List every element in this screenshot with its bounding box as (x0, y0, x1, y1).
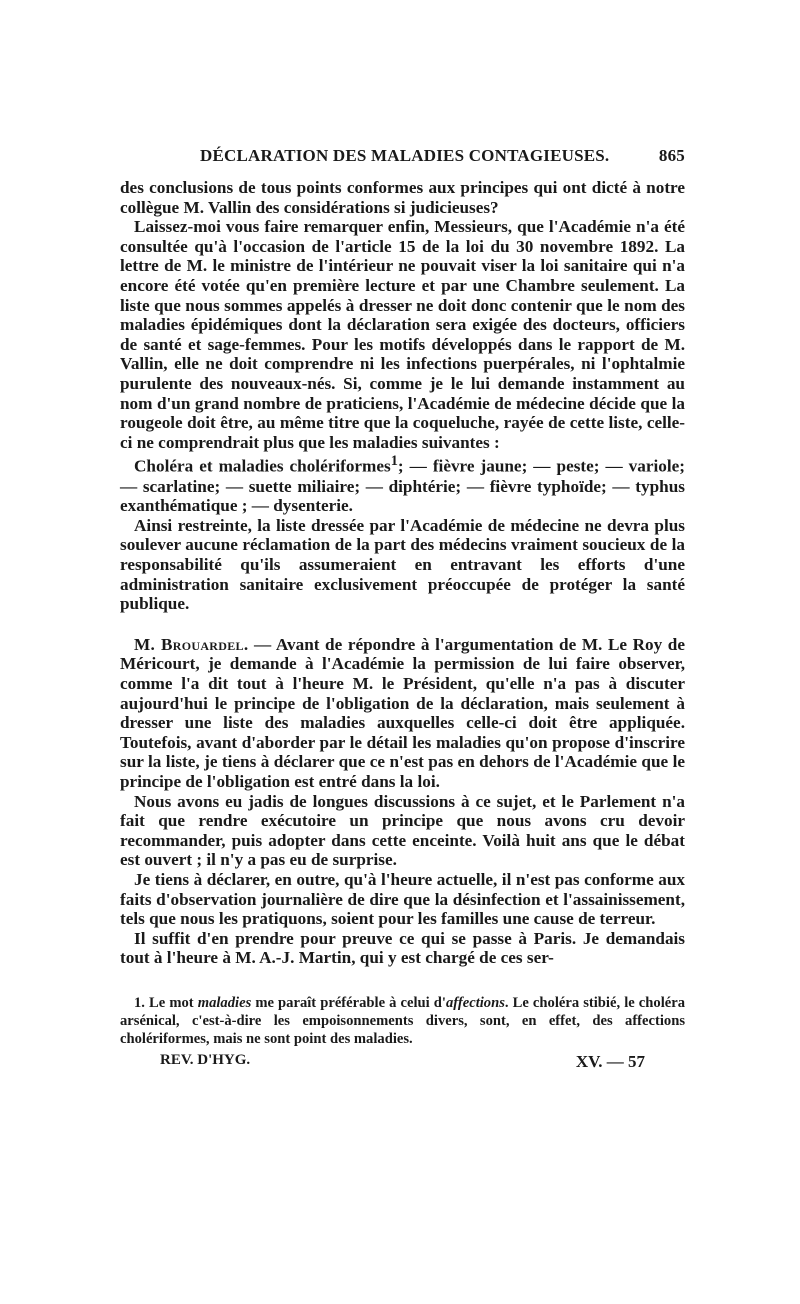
paragraph-4: Ainsi restreinte, la liste dressée par l'Académie de médecine ne devra plus soulever aucune réclamation de la part des médecins vraiment soucieux de la responsabilité qu'ils assumeraient en entravant les efforts d'une administration sanitaire exclusivement préoccupée de protéger la santé publique. (120, 515, 685, 614)
page-number: 865 (658, 146, 685, 165)
footnote-text (120, 994, 685, 1048)
paragraph-7: Je tiens à déclarer, en outre, qu'à l'heure actuelle, il n'est pas conforme aux faits d'observation journalière de dire que la désinfection et l'assainissement, tels que nous les pratiquons, soient pour les familles une cause de terreur. (120, 869, 685, 929)
running-title: DÉCLARATION DES MALADIES CONTAGIEUSES. (200, 146, 610, 165)
fn-e: . Le choléra stibié, le choléra arsénical, c'est-à-dire les empoisonnements divers, sont, en effet, des affections cholériformes, mais ne sont point des maladies. (120, 994, 686, 1047)
fn-c: me paraît préférable à celui d' (251, 994, 446, 1011)
p3-start: Choléra et maladies cholériformes (134, 457, 391, 477)
running-header (120, 146, 685, 166)
page (120, 146, 685, 1072)
fn-a: 1. Le mot (134, 994, 198, 1011)
journal-abbrev: REV. D'HYG. (160, 1051, 251, 1068)
fn-d: affections (445, 994, 505, 1011)
p5-text: — Avant de répondre à l'argumentation de M. Le Roy de Méricourt, je demande à l'Académie la permission de lui faire observer, comme l'a dit tout à l'heure M. le Président, qu'elle n'a pas à discuter aujourd'hui le principe de l'obligation de la déclaration, mais seulement à dresser une liste des maladies auxquelles celle-ci doit être appliquée. Toutefois, avant d'aborder par le détail les maladies qu'on propose d'inscrire sur la liste, je tiens à déclarer que ce n'est pas en dehors de l'Académie que le principe de l'obligation est entré dans la loi. (120, 634, 685, 791)
paragraph-5 (120, 635, 685, 792)
signature-line (120, 1052, 685, 1072)
footnote-ref: 1 (390, 453, 398, 470)
paragraph-3 (120, 452, 685, 516)
paragraph-1: des conclusions de tous points conformes aux principes qui ont dicté à notre collègue M. Vallin des considérations si judicieuses? (120, 178, 685, 217)
fn-b: maladies (197, 994, 252, 1011)
body-text (120, 178, 685, 968)
p3-rest: ; — fièvre jaune; — peste; — variole; — scarlatine; — suette miliaire; — diphtérie; — fièvre typhoïde; — typhus exanthématique ; — dysenterie. (120, 457, 685, 516)
speaker-name: M. Brouardel. (134, 634, 249, 654)
paragraph-8: Il suffit d'en prendre pour preuve ce qui se passe à Paris. Je demandais tout à l'heure à M. A.-J. Martin, qui y est chargé de ces ser- (120, 928, 685, 968)
paragraph-2: Laissez-moi vous faire remarquer enfin, Messieurs, que l'Académie n'a été consultée qu'à l'occasion de l'article 15 de la loi du 30 novembre 1892. La lettre de M. le ministre de l'intérieur ne pouvait viser la loi sanitaire qui n'a encore été votée qu'en première lecture et par une Chambre seulement. La liste que nous sommes appelés à dresser ne doit donc contenir que le nom des maladies épidémiques dont la déclaration sera exigée des docteurs, officiers de santé et sage-femmes. Pour les motifs développés dans le rapport de M. Vallin, elle ne doit comprendre ni les infections puerpérales, ni l'ophtalmie purulente des nouveaux-nés. Si, comme je le lui demande instamment au nom d'un grand nombre de praticiens, l'Académie de médecine décide que la rougeole doit être, au même titre que la coqueluche, rayée de cette liste, celle-ci ne comprendrait plus que les maladies suivantes : (120, 217, 685, 452)
footnote (120, 994, 685, 1048)
volume-sheet: XV. — 57 (575, 1051, 645, 1071)
paragraph-6: Nous avons eu jadis de longues discussions à ce sujet, et le Parlement n'a fait que rendre exécutoire un principe que nous avons cru devoir recommander, puis adopter dans cette enceinte. Voilà huit ans que le débat est ouvert ; il n'y a pas eu de surprise. (120, 791, 685, 870)
